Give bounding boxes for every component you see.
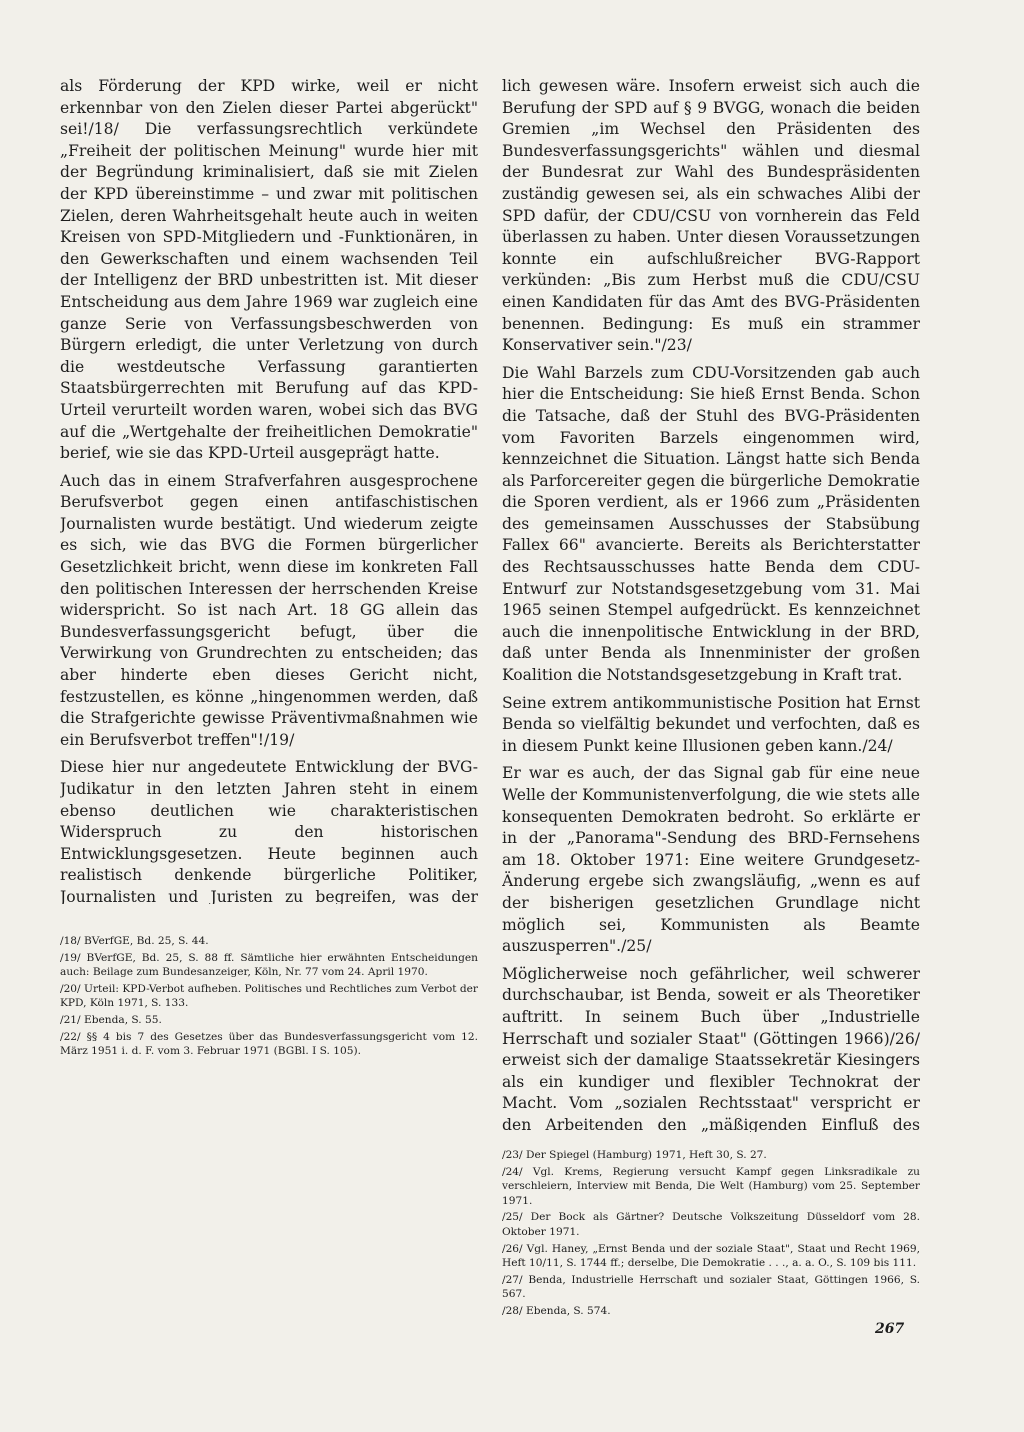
paragraph: Seine extrem antikommunistische Position hat Ernst Benda so vielfältig bekundet und verfochten, daß es in diesem Punkt keine Illusionen geben kann./24/ <box>502 693 920 755</box>
page-number: 267 <box>875 1321 905 1337</box>
footnote: /23/ Der Spiegel (Hamburg) 1971, Heft 30, S. 27. <box>502 1149 767 1161</box>
paragraph: Möglicherweise noch gefährlicher, weil schwerer durchschaubar, ist Benda, soweit er als Theoretiker auftritt. In seinem Buch über „Industrielle Herrschaft und sozialer Staat" (Göttingen 1966)/26/ erweist sich der damalige Staatssekretär Kiesingers als ein kundiger und flexibler Technokrat der Macht. Vom „sozialen Rechtsstaat" verspricht er den Arbeitenden den „mäßigenden Einfluß des <box>502 964 920 1132</box>
paragraph: lich gewesen wäre. Insofern erweist sich auch die Berufung der SPD auf § 9 BVGG, wonach die beiden Gremien „im Wechsel den Präsidenten des Bundesverfassungsgerichts" wählen und diesmal der Bundesrat zur Wahl des Bundespräsidenten zuständig gewesen sei, als ein schwaches Alibi der SPD dafür, der CDU/CSU von vornherein das Feld überlassen zu haben. Unter diesen Voraussetzungen konnte ein aufschlußreicher BVG-Rapport verkünden: „Bis zum Herbst muß die CDU/CSU einen Kandidaten für das Amt des BVG-Präsidenten benennen. Bedingung: Es muß ein strammer Konservativer sein."/23/ <box>502 77 920 355</box>
right-column <box>502 76 920 1321</box>
left-column <box>60 76 478 1061</box>
left-column-body <box>60 76 478 904</box>
footnote: /21/ Ebenda, S. 55. <box>60 1013 162 1026</box>
footnote: /27/ Benda, Industrielle Herrschaft und sozialer Staat, Göttingen 1966, S. 567. <box>502 1273 920 1301</box>
left-footnotes <box>60 934 478 1059</box>
right-column-body <box>502 76 920 1132</box>
paragraph <box>60 757 478 904</box>
footnote: /18/ BVerfGE, Bd. 25, S. 44. <box>60 935 209 947</box>
paragraph: Auch das in einem Strafverfahren ausgesprochene Berufsverbot gegen einen antifaschistischen Journalisten wurde bestätigt. Und wiederum zeigte es sich, wie das BVG die Formen bürgerlicher Gesetzlichkeit bricht, wenn diese im konkreten Fall den politischen Interessen der herrschenden Kreise widerspricht. So ist nach Art. 18 GG allein das Bundesverfassungsgericht befugt, über die Verwirkung von Grundrechten zu entscheiden; das aber hinderte eben dieses Gericht nicht, festzustellen, es könne „hingenommen werden, daß die Strafgerichte gewisse Präventivmaßnahmen wie ein Berufsverbot treffen"!/19/ <box>60 471 478 749</box>
footnote: /24/ Vgl. Krems, Regierung versucht Kampf gegen Linksradikale zu verschleiern, Interview mit Benda, Die Welt (Hamburg) vom 25. September 1971. <box>502 1165 920 1207</box>
footnote: /22/ §§ 4 bis 7 des Gesetzes über das Bundesverfassungsgericht vom 12. März 1951 i. d. F. vom 3. Februar 1971 (BGBl. I S. 105). <box>60 1030 478 1058</box>
paragraph-text: Diese hier nur angedeutete Entwicklung der BVG-Judikatur in den letzten Jahren steht in einem ebenso deutlichen wie charakteristischen Widerspruch zu den historischen Entwicklungsgesetzen. Heute beginnen auch realistisch denkende bürgerliche Politiker, Journalisten und Juristen zu begreifen, was der <box>60 758 478 904</box>
paragraph: Er war es auch, der das Signal gab für eine neue Welle der Kommunistenverfolgung, die wie stets alle konsequenten Demokraten bedroht. So erklärte er in der „Panorama"-Sendung des BRD-Fernsehens am 18. Oktober 1971: Eine weitere Grundgesetz-Änderung ergebe sich zwangsläufig, „wenn es auf der bisherigen gesetzlichen Grundlage nicht möglich sei, Kommunisten als Beamte auszusperren"./25/ <box>502 764 920 956</box>
paragraph: als Förderung der KPD wirke, weil er nicht erkennbar von den Zielen dieser Partei abgerückt" sei!/18/ Die verfassungsrechtlich verkündete „Freiheit der politischen Meinung" wurde hier mit der Begründung kriminalisiert, daß sie mit Zielen der KPD übereinstimme – und zwar mit politischen Zielen, deren Wahrheitsgehalt heute auch in weiten Kreisen von SPD-Mitgliedern und -Funktionären, in den Gewerkschaften und einem wachsenden Teil der Intelligenz der BRD unbestritten ist. Mit dieser Entscheidung aus dem Jahre 1969 war zugleich eine ganze Serie von Verfassungsbeschwerden von Bürgern erledigt, die unter Verletzung von durch die westdeutsche Verfassung garantierten Staatsbürgerrechten mit Berufung auf das KPD-Urteil verurteilt worden waren, wobei sich das BVG auf die „Wertgehalte der freiheitlichen Demokratie" berief, wie sie das KPD-Urteil ausgeprägt hatte. <box>60 77 478 463</box>
right-footnotes <box>502 1148 920 1319</box>
footnote: /20/ Urteil: KPD-Verbot aufheben. Politisches und Rechtliches zum Verbot der KPD, Köln 1971, S. 133. <box>60 982 478 1010</box>
footnote: /19/ BVerfGE, Bd. 25, S. 88 ff. Sämtliche hier erwähnten Entscheidungen auch: Beilage zum Bundesanzeiger, Köln, Nr. 77 vom 24. April 1970. <box>60 951 478 979</box>
footnote: /26/ Vgl. Haney, „Ernst Benda und der soziale Staat", Staat und Recht 1969, Heft 10/11, S. 1744 ff.; derselbe, Die Demokratie . . ., a. a. O., S. 109 bis 111. <box>502 1242 920 1270</box>
footnote: /25/ Der Bock als Gärtner? Deutsche Volkszeitung Düsseldorf vom 28. Oktober 1971. <box>502 1211 920 1238</box>
footnote: /28/ Ebenda, S. 574. <box>502 1304 611 1317</box>
paragraph: Die Wahl Barzels zum CDU-Vorsitzenden gab auch hier die Entscheidung: Sie hieß Ernst Benda. Schon die Tatsache, daß der Stuhl des BVG-Präsidenten vom Favoriten Barzels eingenommen wird, kennzeichnet die Situation. Längst hatte sich Benda als Parforcereiter gegen die bürgerliche Demokratie die Sporen verdient, als er 1966 zum „Präsidenten des gemeinsamen Ausschusses der Stabsübung Fallex 66" avancierte. Bereits als Berichterstatter des Rechtsausschusses hatte Benda dem CDU-Entwurf zur Notstandsgesetzgebung vom 31. Mai 1965 seinen Stempel aufgedrückt. Es kennzeichnet auch die innenpolitische Entwicklung in der BRD, daß unter Benda als Innenminister der großen Koalition die Notstandsgesetzgebung in Kraft trat. <box>502 363 920 685</box>
